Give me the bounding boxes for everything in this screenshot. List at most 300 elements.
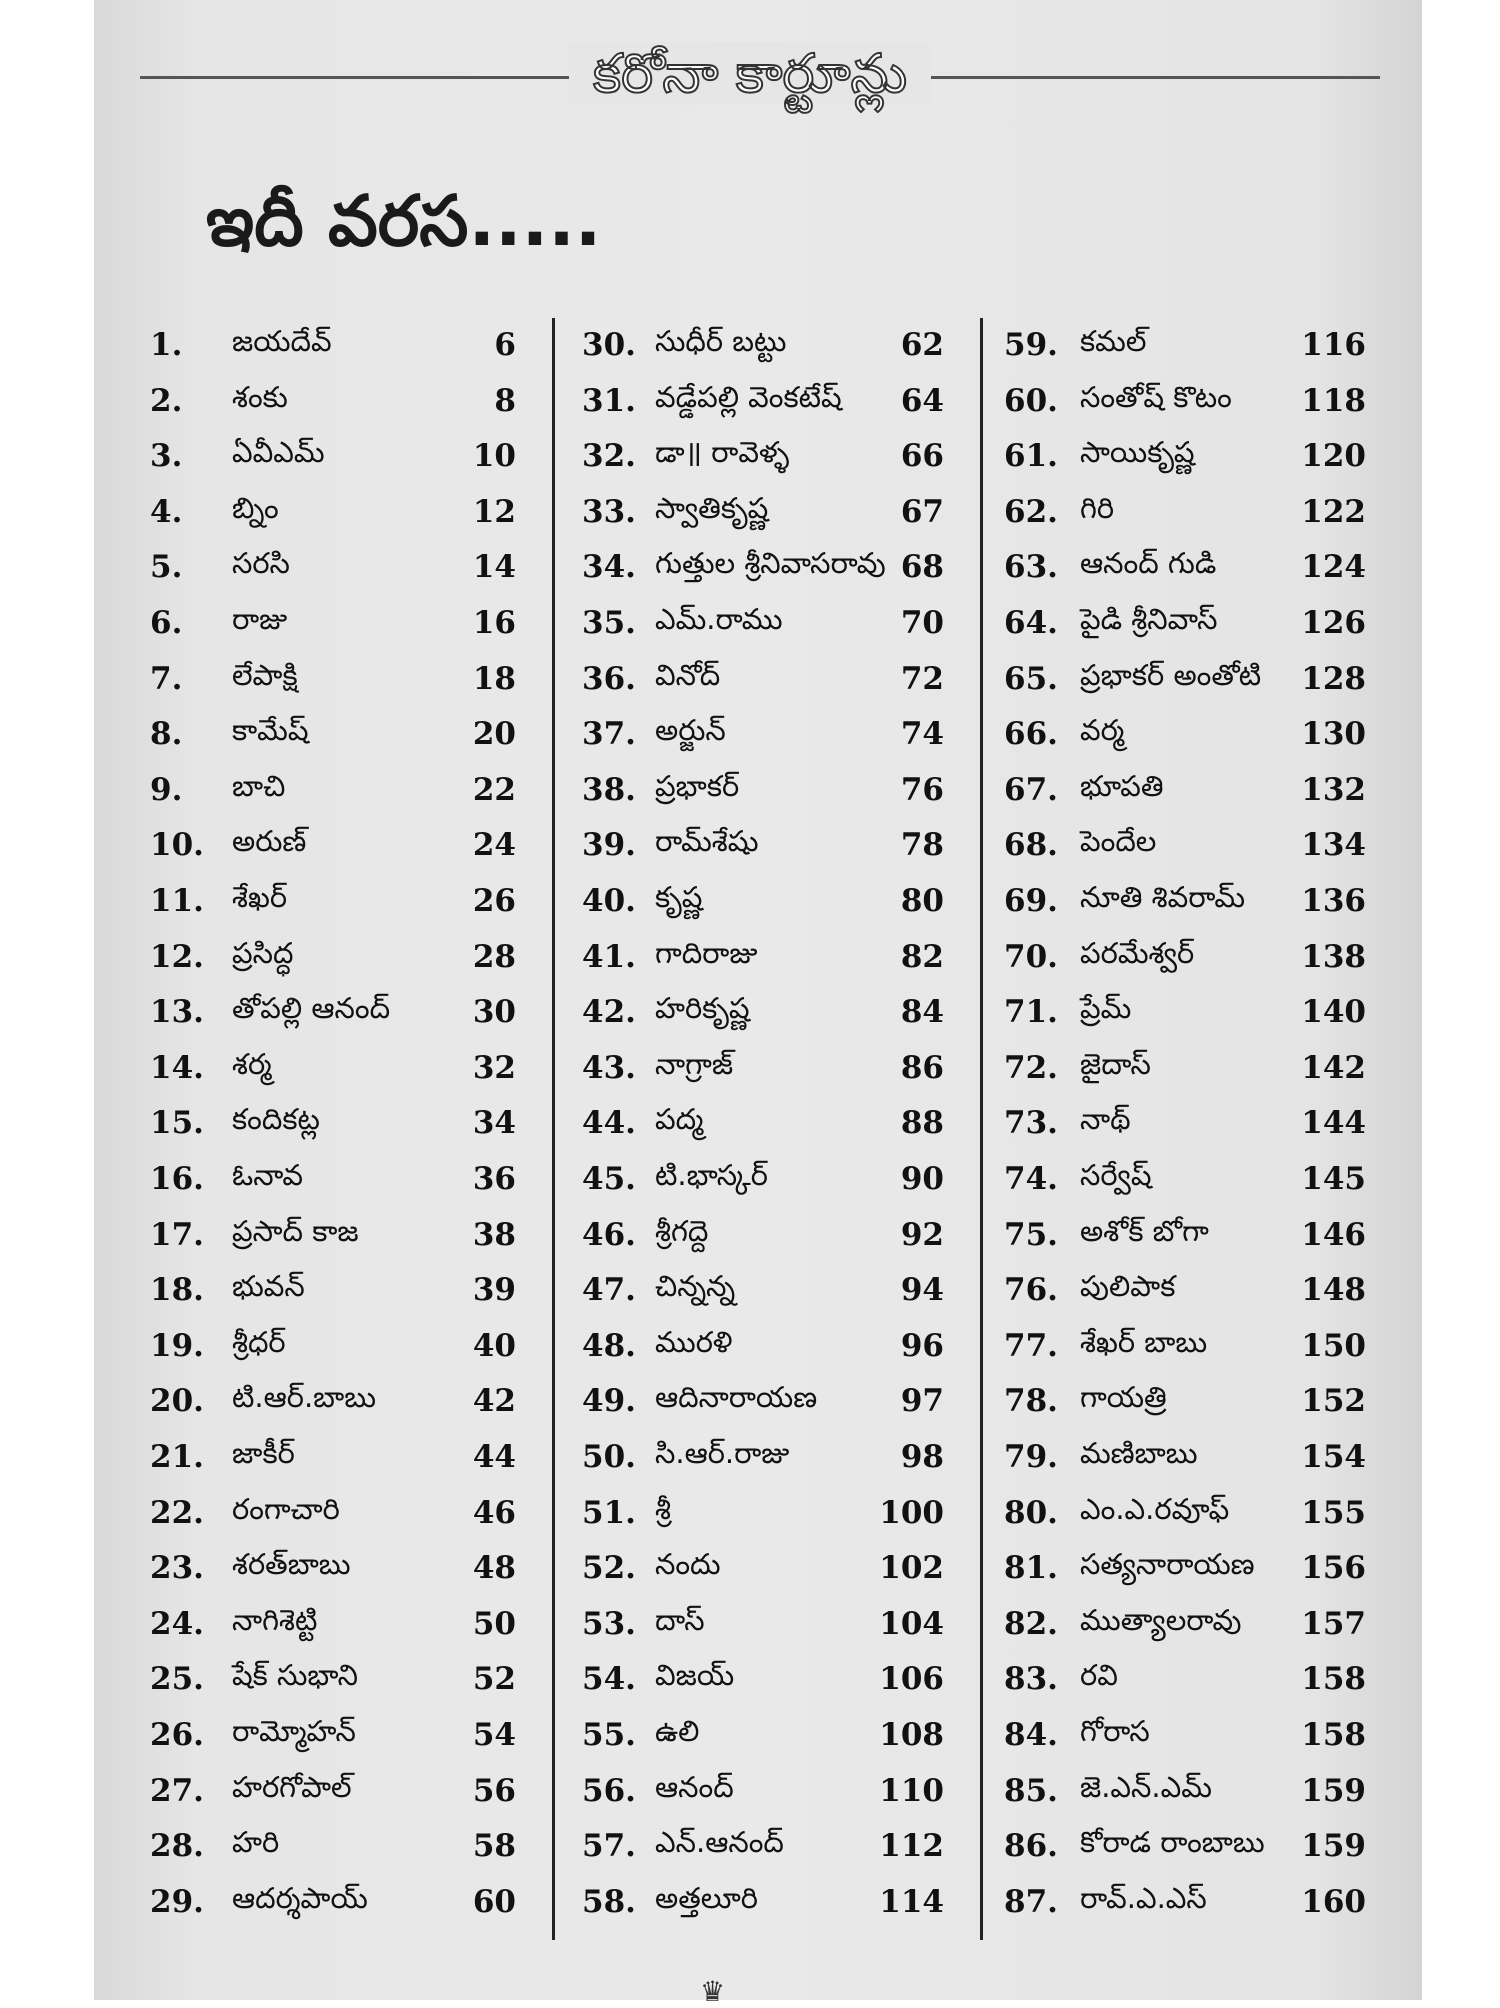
cartoonist-name: రంగాచారి	[232, 1491, 340, 1526]
contents-entry	[150, 598, 516, 648]
contents-entry	[582, 1877, 944, 1927]
contents-entry	[150, 487, 516, 537]
page-number: 112	[879, 1828, 944, 1865]
contents-entry	[1004, 431, 1366, 481]
contents-entry	[582, 431, 944, 481]
entry-number: 15.	[150, 1105, 204, 1142]
cartoonist-name: జైదాస్	[1080, 1046, 1151, 1081]
cartoonist-name: లేపాక్షి	[232, 657, 298, 692]
page-number: 80	[900, 883, 944, 919]
page-number: 122	[1301, 493, 1366, 530]
cartoonist-name: హరి	[232, 1825, 280, 1860]
contents-entry	[582, 1098, 944, 1148]
cartoonist-name: మణిబాబు	[1080, 1436, 1198, 1470]
cartoonist-name: ముత్యాలరావు	[1080, 1602, 1242, 1637]
entry-number: 50.	[582, 1439, 636, 1475]
entry-number: 18.	[150, 1272, 204, 1309]
contents-entry	[582, 1766, 944, 1816]
contents-entry	[582, 320, 944, 370]
cartoonist-name: అశోక్ బోగా	[1080, 1213, 1209, 1248]
entry-number: 10.	[150, 827, 204, 864]
entry-number: 42.	[582, 994, 636, 1031]
contents-entry	[1004, 820, 1366, 870]
page-number: 34	[472, 1105, 516, 1142]
page-number: 74	[900, 716, 944, 753]
entry-number: 86.	[1004, 1828, 1058, 1865]
page-number: 40	[472, 1327, 516, 1364]
entry-number: 34.	[582, 549, 636, 586]
page-number: 82	[900, 938, 944, 975]
entry-number: 70.	[1004, 938, 1058, 975]
page-number: 42	[472, 1383, 516, 1420]
page-number: 92	[900, 1216, 944, 1253]
contents-entry	[150, 542, 516, 592]
entry-number: 7.	[150, 660, 183, 697]
contents-entry	[1004, 1432, 1366, 1482]
page-number: 90	[900, 1161, 944, 1197]
page-number: 140	[1301, 994, 1366, 1031]
contents-entry	[150, 820, 516, 870]
entry-number: 84.	[1004, 1717, 1058, 1753]
entry-number: 66.	[1004, 716, 1058, 753]
contents-entry	[1004, 1376, 1366, 1426]
contents-entry	[150, 1821, 516, 1871]
entry-number: 6.	[150, 605, 183, 641]
entry-number: 81.	[1004, 1550, 1058, 1587]
page-number: 126	[1301, 605, 1366, 641]
contents-entry	[150, 1599, 516, 1649]
contents-entry	[582, 1321, 944, 1371]
cartoonist-name: నాథ్	[1080, 1102, 1131, 1137]
page-number: 86	[900, 1049, 944, 1086]
cartoonist-name: శ్రీగద్దె	[655, 1213, 709, 1248]
cartoonist-name: శర్మ	[232, 1046, 272, 1081]
page-number: 8	[494, 382, 516, 419]
entry-number: 35.	[582, 605, 636, 641]
page-number: 102	[879, 1550, 944, 1587]
page-number: 44	[472, 1439, 516, 1475]
contents-entry	[582, 932, 944, 982]
entry-number: 13.	[150, 994, 204, 1031]
entry-number: 31.	[582, 382, 636, 419]
page-number: 64	[900, 382, 944, 419]
page-number: 28	[472, 938, 516, 975]
entry-number: 14.	[150, 1049, 204, 1086]
cartoonist-name: ప్రేమ్	[1080, 991, 1132, 1026]
page-number: 62	[900, 327, 944, 363]
contents-entry	[582, 598, 944, 648]
contents-entry	[582, 542, 944, 592]
entry-number: 37.	[582, 716, 636, 753]
contents-entry	[1004, 1599, 1366, 1649]
entry-number: 1.	[150, 327, 183, 363]
page-number: 97	[900, 1383, 944, 1420]
entry-number: 85.	[1004, 1772, 1058, 1809]
cartoonist-name: ఆనంద్	[655, 1769, 734, 1804]
contents-entry	[150, 1877, 516, 1927]
entry-number: 25.	[150, 1661, 204, 1698]
entry-number: 9.	[150, 771, 183, 808]
page-number: 18	[472, 660, 516, 697]
entry-number: 3.	[150, 438, 183, 475]
contents-entry	[1004, 1265, 1366, 1315]
page-number: 148	[1301, 1272, 1366, 1309]
contents-entry	[582, 1043, 944, 1093]
page-number: 98	[900, 1439, 944, 1475]
page-number: 134	[1301, 827, 1366, 864]
cartoonist-name: అరుణ్	[232, 824, 307, 859]
contents-entry	[150, 932, 516, 982]
contents-entry	[150, 1432, 516, 1482]
contents-entry	[582, 1210, 944, 1260]
page-number: 76	[900, 771, 944, 808]
entry-number: 64.	[1004, 605, 1058, 641]
contents-entry	[582, 1488, 944, 1538]
page-number: 12	[472, 493, 516, 530]
page-number: 110	[879, 1772, 944, 1809]
contents-entry	[582, 820, 944, 870]
entry-number: 53.	[582, 1605, 636, 1642]
cartoonist-name: అత్తలూరి	[655, 1880, 758, 1915]
entry-number: 57.	[582, 1828, 636, 1865]
contents-entry	[150, 1321, 516, 1371]
entry-number: 22.	[150, 1494, 204, 1531]
entry-number: 2.	[150, 382, 183, 419]
contents-entry	[1004, 320, 1366, 370]
entry-number: 82.	[1004, 1605, 1058, 1642]
contents-entry	[1004, 1210, 1366, 1260]
entry-number: 20.	[150, 1383, 204, 1420]
contents-entry	[150, 1098, 516, 1148]
page-number: 118	[1301, 382, 1366, 419]
cartoonist-name: సుధీర్ బట్టు	[655, 324, 787, 358]
entry-number: 71.	[1004, 994, 1058, 1031]
contents-entry	[1004, 376, 1366, 426]
entry-number: 80.	[1004, 1494, 1058, 1531]
contents-entry	[1004, 598, 1366, 648]
entry-number: 78.	[1004, 1383, 1058, 1420]
page-number: 114	[879, 1883, 944, 1920]
contents-entry	[582, 1543, 944, 1593]
cartoonist-name: ఎమ్.రాము	[655, 602, 783, 636]
cartoonist-name: పద్మ	[655, 1102, 704, 1137]
cartoonist-name: ఎం.ఎ.రవూఫ్	[1080, 1491, 1230, 1526]
entry-number: 30.	[582, 327, 636, 363]
contents-entry	[1004, 542, 1366, 592]
cartoonist-name: హరగోపాల్	[232, 1769, 352, 1804]
cartoonist-name: వినోద్	[655, 657, 721, 692]
page-number: 96	[900, 1327, 944, 1364]
cartoonist-name: విజయ్	[655, 1658, 735, 1693]
cartoonist-name: పులిపాక	[1080, 1269, 1176, 1304]
entry-number: 75.	[1004, 1216, 1058, 1253]
entry-number: 44.	[582, 1105, 636, 1142]
cartoonist-name: నందు	[655, 1547, 721, 1582]
cartoonist-name: డా॥ రావెళ్ళ	[655, 435, 790, 470]
cartoonist-name: స్వాతికృష్ణ	[655, 490, 769, 525]
page-number: 72	[900, 660, 944, 697]
page-number: 145	[1301, 1161, 1366, 1197]
entry-number: 60.	[1004, 382, 1058, 419]
entry-number: 62.	[1004, 493, 1058, 530]
page-number: 46	[472, 1494, 516, 1531]
contents-entry	[150, 1154, 516, 1204]
page-number: 88	[900, 1105, 944, 1142]
page-number: 108	[879, 1717, 944, 1753]
contents-entry	[582, 1599, 944, 1649]
entry-number: 58.	[582, 1883, 636, 1920]
page-number: 56	[472, 1772, 516, 1809]
contents-entry	[150, 1043, 516, 1093]
entry-number: 32.	[582, 438, 636, 475]
page-number: 26	[472, 883, 516, 919]
contents-entry	[1004, 1877, 1366, 1927]
contents-entry	[1004, 1154, 1366, 1204]
contents-entry	[1004, 1543, 1366, 1593]
page-number: 160	[1301, 1883, 1366, 1920]
cartoonist-name: ఉలి	[655, 1714, 700, 1748]
contents-entry	[582, 765, 944, 815]
contents-entry	[1004, 1710, 1366, 1760]
cartoonist-name: భువన్	[232, 1269, 305, 1304]
cartoonist-name: చిన్నన్న	[655, 1269, 736, 1304]
cartoonist-name: పైడి శ్రీనివాస్	[1080, 602, 1218, 636]
contents-entry	[582, 376, 944, 426]
cartoonist-name: శరత్‌బాబు	[232, 1547, 351, 1582]
entry-number: 59.	[1004, 327, 1058, 363]
cartoonist-name: మురళి	[655, 1324, 733, 1359]
page-number: 10	[472, 438, 516, 475]
cartoonist-name: కమల్	[1080, 324, 1147, 358]
contents-entry	[582, 1654, 944, 1704]
contents-entry	[1004, 765, 1366, 815]
entry-number: 54.	[582, 1661, 636, 1698]
entry-number: 83.	[1004, 1661, 1058, 1698]
page-number: 60	[472, 1883, 516, 1920]
page-number: 159	[1301, 1772, 1366, 1809]
cartoonist-name: ప్రసిద్ధ	[232, 935, 294, 970]
page-number: 39	[472, 1272, 516, 1309]
cartoonist-name: ఏవీఎమ్	[232, 435, 325, 470]
contents-entry	[150, 1488, 516, 1538]
contents-entry	[582, 1710, 944, 1760]
entry-number: 79.	[1004, 1439, 1058, 1475]
page-number: 38	[472, 1216, 516, 1253]
contents-entry	[582, 1821, 944, 1871]
entry-number: 29.	[150, 1883, 204, 1920]
entry-number: 17.	[150, 1216, 204, 1253]
entry-number: 28.	[150, 1828, 204, 1865]
entry-number: 23.	[150, 1550, 204, 1587]
cartoonist-name: గిరి	[1080, 490, 1115, 525]
cartoonist-name: పెందేల	[1080, 824, 1157, 859]
cartoonist-name: రవి	[1080, 1658, 1118, 1693]
page-number: 104	[879, 1605, 944, 1642]
entry-number: 11.	[150, 883, 204, 919]
entry-number: 73.	[1004, 1105, 1058, 1142]
page-number: 124	[1301, 549, 1366, 586]
contents-entry	[150, 1710, 516, 1760]
cartoonist-name: సత్యనారాయణ	[1080, 1547, 1255, 1582]
column-divider	[980, 318, 983, 1940]
page-number: 128	[1301, 660, 1366, 697]
page-number: 58	[472, 1828, 516, 1865]
cartoonist-name: కోరాడ రాంబాబు	[1080, 1825, 1265, 1860]
entry-number: 65.	[1004, 660, 1058, 697]
cartoonist-name: నాగిశెట్టి	[232, 1602, 318, 1637]
entry-number: 46.	[582, 1216, 636, 1253]
entry-number: 47.	[582, 1272, 636, 1309]
page-number: 84	[900, 994, 944, 1031]
book-title: కరోనా కార్టూన్లు	[569, 42, 931, 105]
cartoonist-name: గాయత్రి	[1080, 1380, 1167, 1415]
page-number: 14	[472, 549, 516, 586]
contents-entry	[1004, 654, 1366, 704]
page-number: 144	[1301, 1105, 1366, 1142]
entry-number: 36.	[582, 660, 636, 697]
crown-ornament-icon: ♛	[700, 1975, 726, 2008]
entry-number: 8.	[150, 716, 183, 753]
cartoonist-name: షేక్ సుభాని	[232, 1658, 358, 1693]
contents-entry	[150, 654, 516, 704]
entry-number: 26.	[150, 1717, 204, 1753]
entry-number: 43.	[582, 1049, 636, 1086]
page-number: 78	[900, 827, 944, 864]
cartoonist-name: సంతోష్ కొటం	[1080, 379, 1232, 414]
contents-entry	[150, 431, 516, 481]
contents-entry	[150, 1543, 516, 1593]
cartoonist-name: టి.భాస్కర్	[655, 1158, 768, 1192]
entry-number: 55.	[582, 1717, 636, 1753]
page-number: 146	[1301, 1216, 1366, 1253]
cartoonist-name: సి.ఆర్.రాజు	[655, 1436, 790, 1470]
contents-entry	[1004, 932, 1366, 982]
page-number: 158	[1301, 1661, 1366, 1698]
cartoonist-name: ప్రభాకర్ అంతోటి	[1080, 657, 1262, 692]
cartoonist-name: బ్నిం	[232, 490, 279, 525]
cartoonist-name: రామ్‌శేషు	[655, 824, 759, 859]
entry-number: 67.	[1004, 771, 1058, 808]
contents-entry	[150, 1210, 516, 1260]
contents-entry	[582, 1432, 944, 1482]
page-number: 24	[472, 827, 516, 864]
page-number: 70	[900, 605, 944, 641]
page-number: 116	[1301, 327, 1366, 363]
cartoonist-name: ఎన్.ఆనంద్	[655, 1825, 784, 1860]
cartoonist-name: టి.ఆర్.బాబు	[232, 1380, 377, 1415]
cartoonist-name: సరసి	[232, 546, 290, 581]
entry-number: 41.	[582, 938, 636, 975]
contents-entry	[1004, 876, 1366, 926]
cartoonist-name: హరికృష్ణ	[655, 991, 750, 1026]
entry-number: 72.	[1004, 1049, 1058, 1086]
page-number: 100	[879, 1494, 944, 1531]
entry-number: 48.	[582, 1327, 636, 1364]
cartoonist-name: గోరాస	[1080, 1714, 1150, 1748]
entry-number: 61.	[1004, 438, 1058, 475]
cartoonist-name: రాజు	[232, 602, 288, 636]
page-number: 30	[472, 994, 516, 1031]
page-number: 68	[900, 549, 944, 586]
entry-number: 87.	[1004, 1883, 1058, 1920]
contents-entry	[1004, 1654, 1366, 1704]
contents-entry	[1004, 1488, 1366, 1538]
page-number: 154	[1301, 1439, 1366, 1475]
entry-number: 24.	[150, 1605, 204, 1642]
page-number: 16	[472, 605, 516, 641]
cartoonist-name: జయదేవ్	[232, 324, 332, 358]
contents-entry	[582, 876, 944, 926]
contents-entry	[150, 1654, 516, 1704]
cartoonist-name: శంకు	[232, 379, 288, 414]
cartoonist-name: అర్జున్	[655, 713, 726, 748]
contents-entry	[1004, 487, 1366, 537]
contents-entry	[582, 987, 944, 1037]
cartoonist-name: ఓనావ	[232, 1158, 304, 1192]
page-number: 66	[900, 438, 944, 475]
contents-entry	[150, 1376, 516, 1426]
page-number: 156	[1301, 1550, 1366, 1587]
contents-entry	[582, 654, 944, 704]
contents-entry	[582, 1265, 944, 1315]
cartoonist-name: సాయికృష్ణ	[1080, 435, 1195, 470]
entry-number: 51.	[582, 1494, 636, 1531]
cartoonist-name: నూతి శివరామ్	[1080, 880, 1246, 914]
cartoonist-name: ఆదినారాయణ	[655, 1380, 818, 1415]
entry-number: 40.	[582, 883, 636, 919]
page-number: 136	[1301, 883, 1366, 919]
contents-entry	[1004, 1321, 1366, 1371]
page-number: 158	[1301, 1717, 1366, 1753]
cartoonist-name: తోపల్లి ఆనంద్	[232, 991, 391, 1026]
page-number: 50	[472, 1605, 516, 1642]
page-title: ఇదీ వరస.....	[206, 180, 602, 262]
entry-number: 27.	[150, 1772, 204, 1809]
cartoonist-name: సర్వేష్	[1080, 1158, 1152, 1192]
page-number: 94	[900, 1272, 944, 1309]
cartoonist-name: ప్రభాకర్	[655, 768, 740, 803]
entry-number: 45.	[582, 1161, 636, 1197]
contents-entry	[150, 765, 516, 815]
page-number: 22	[472, 771, 516, 808]
page-number: 106	[879, 1661, 944, 1698]
contents-entry	[582, 487, 944, 537]
entry-number: 5.	[150, 549, 183, 586]
page-number: 155	[1301, 1494, 1366, 1531]
cartoonist-name: రామ్మోహన్	[232, 1714, 356, 1748]
entry-number: 21.	[150, 1439, 204, 1475]
page-number: 48	[472, 1550, 516, 1587]
page-number: 32	[472, 1049, 516, 1086]
page-number: 157	[1301, 1605, 1366, 1642]
contents-entry	[150, 709, 516, 759]
page-number: 52	[472, 1661, 516, 1698]
page-number: 67	[900, 493, 944, 530]
cartoonist-name: కృష్ణ	[655, 880, 703, 914]
entry-number: 12.	[150, 938, 204, 975]
column-divider	[552, 318, 555, 1940]
entry-number: 56.	[582, 1772, 636, 1809]
page-number: 36	[472, 1161, 516, 1197]
contents-entry	[1004, 987, 1366, 1037]
cartoonist-name: శేఖర్	[232, 880, 288, 914]
contents-entry	[1004, 709, 1366, 759]
cartoonist-name: జాకీర్	[232, 1436, 295, 1470]
cartoonist-name: కందికట్ల	[232, 1102, 320, 1137]
entry-number: 52.	[582, 1550, 636, 1587]
contents-entry	[582, 1154, 944, 1204]
cartoonist-name: జె.ఎన్.ఎమ్	[1080, 1769, 1212, 1804]
